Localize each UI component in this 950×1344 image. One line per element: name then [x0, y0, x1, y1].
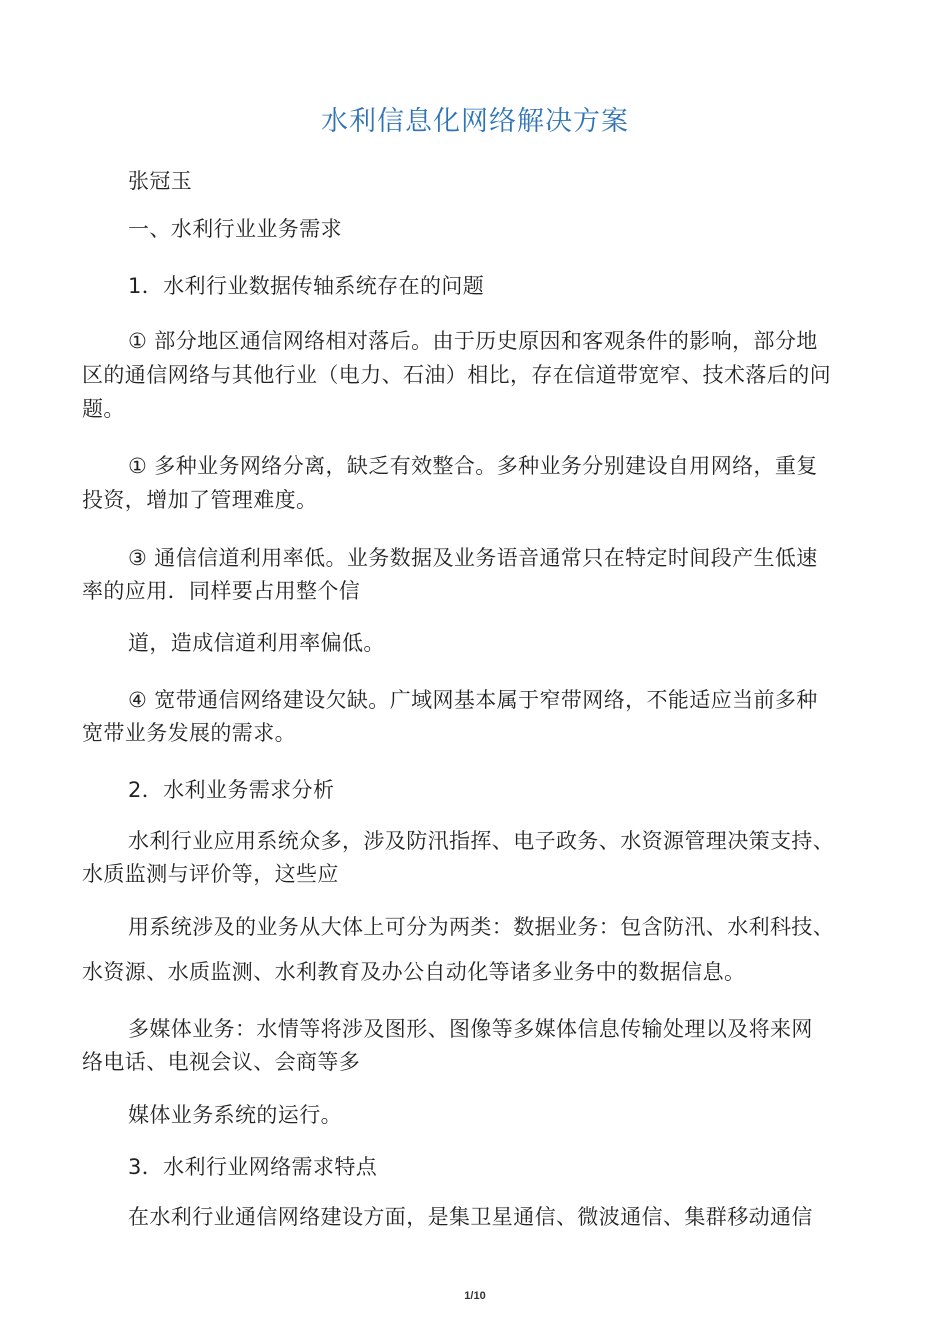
paragraph-line: 率的应用．同样要占用整个信	[82, 579, 361, 603]
paragraph-line: ① 部分地区通信网络相对落后。由于历史原因和客观条件的影响，部分地	[128, 329, 818, 353]
paragraph-line: ④ 宽带通信网络建设欠缺。广域网基本属于窄带网络，不能适应当前多种	[128, 688, 818, 712]
paragraph-line: 媒体业务系统的运行。	[128, 1103, 342, 1127]
paragraph-line: 用系统涉及的业务从大体上可分为两类：数据业务：包含防汛、水利科技、	[128, 915, 835, 939]
paragraph-line: 题。	[82, 397, 125, 421]
subsection-heading-2: 2．水利业务需求分析	[128, 778, 335, 802]
paragraph-line: 多媒体业务：水情等将涉及图形、图像等多媒体信息传输处理以及将来网	[128, 1017, 813, 1041]
document-title: 水利信息化网络解决方案	[321, 106, 629, 137]
page-number: 1/10	[464, 1290, 486, 1302]
subsection-heading-1: 1．水利行业数据传轴系统存在的问题	[128, 274, 485, 298]
paragraph-line: 水利行业应用系统众多，涉及防汛指挥、电子政务、水资源管理决策支持、	[128, 829, 835, 853]
paragraph-line: ① 多种业务网络分离，缺乏有效整合。多种业务分别建设自用网络，重复	[128, 454, 818, 478]
paragraph-line: 水质监测与评价等，这些应	[82, 862, 339, 886]
paragraph-line: 宽带业务发展的需求。	[82, 721, 296, 745]
paragraph-line: ③ 通信信道利用率低。业务数据及业务语音通常只在特定时间段产生低速	[128, 546, 818, 570]
author-name: 张冠玉	[128, 169, 193, 193]
section-heading-1: 一、水利行业业务需求	[128, 217, 342, 241]
paragraph-line: 在水利行业通信网络建设方面，是集卫星通信、微波通信、集群移动通信	[128, 1205, 813, 1229]
paragraph-line: 道，造成信道利用率偏低。	[128, 631, 385, 655]
paragraph-line: 投资，增加了管理难度。	[82, 488, 318, 512]
paragraph-line: 络电话、电视会议、会商等多	[82, 1050, 361, 1074]
subsection-heading-3: 3．水利行业网络需求特点	[128, 1155, 378, 1179]
paragraph-line: 水资源、水质监测、水利教育及办公自动化等诸多业务中的数据信息。	[82, 960, 746, 984]
paragraph-line: 区的通信网络与其他行业（电力、石油）相比，存在信道带宽窄、技术落后的问	[82, 363, 831, 387]
